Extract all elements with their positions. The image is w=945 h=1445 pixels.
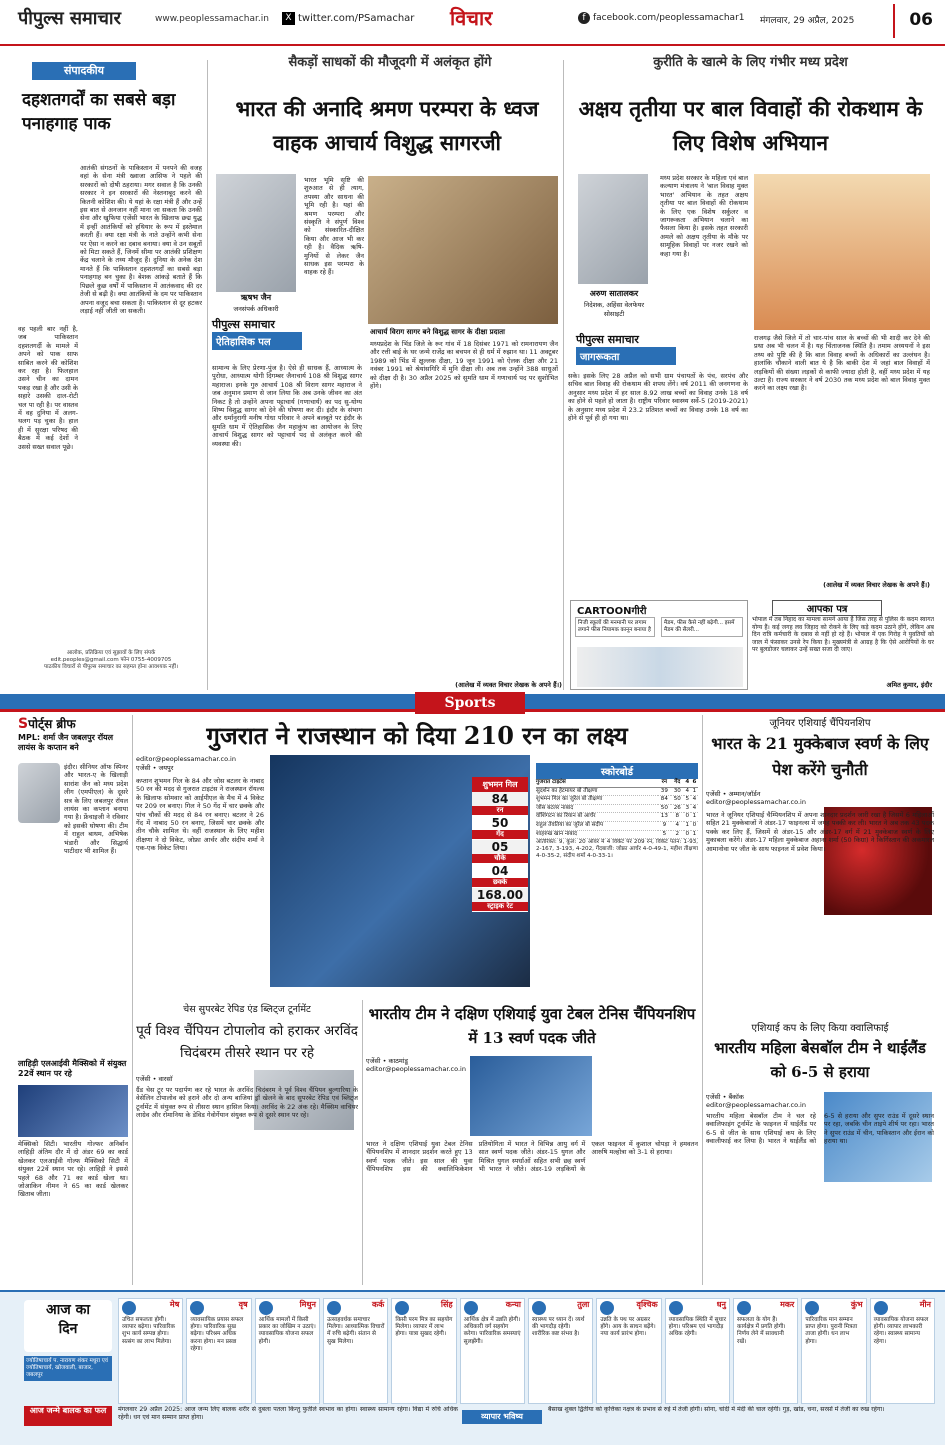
scorecard-row	[536, 804, 698, 813]
article1-body-main: सामान्य के लिए प्रेरणा-पुंज है। ऐसे ही साधक हैं, आध्यात्म के पुरोधा, आध्यात्म योगी दिगम्बर जैनाचार्य 108 श्री विशुद्ध सागर महाराज। इनके गुरु आचार्य 108 श्री विराग सागर महाराज ने जब अनुमान प्रमाण से जान लिया कि अब उनके जीवन का अंत निकट है तो उन्होंने अपना पट्टाचार्य (गणाचार्य) का पद सु-योग्य शिष्य विशुद्ध सागर को देने की घोषणा कर दी। इंदौर के संभाग और धर्मानुरागी मनीष गोधा परिवार ने अपने बलबूते पर इंदौर के सुमति धाम में ऐतिहासिक जैन महाकुंभ का आयोजन के लिए आचार्य विशुद्ध सागर को पट्टाचार्य पद से अलंकृत करने की व्यवस्था की।	[212, 364, 362, 448]
astrologer-credit: ज्योतिषाचार्य प. नारायण शंकर मधुरा एवं ज्योतिषाचार्य, खोजवाली, बाजार, जबलपुर	[24, 1356, 112, 1381]
tt-email[interactable]: editor@peoplessamachar.co.in	[366, 1065, 466, 1073]
editorial-sidebar: वह पहली बार नहीं है, जब पाकिस्तान दहशतगर्दी के मामले में अपने को पाक साफ साबित करने की कोशिश कर रहा है। फिलहाल उसने चीन का दामन पकड़ रखा है और उसी के सहारे उसकी दाल-रोटी चल पा रही है। पर वास्तव में वह दुनिया में अलग-थलग पड़ चुका है। हाल ही में सुरक्षा परिषद की बैठक में कई देशों ने उससे सख्त सवाल पूछे।	[18, 325, 78, 451]
scorecard-col-header: 4	[684, 779, 691, 787]
chess-article	[136, 1000, 358, 1285]
scorecard-cell: 5	[658, 830, 671, 839]
author-name: ऋषभ जैन	[240, 293, 272, 302]
chess-headline: पूर्व विश्व चैंपियन टोपालोव को हराकर अरविंद चिदंबरम तीसरे स्थान पर रहे	[136, 1023, 358, 1061]
cricket-article	[136, 715, 698, 995]
stat-label: रन	[472, 806, 528, 815]
baseball-kicker: एशियाई कप के लिए किया क्वालिफाई	[751, 1023, 889, 1034]
horoscope-title-2: दिन	[58, 1321, 78, 1337]
stat-value: 168.00	[476, 888, 524, 902]
zodiac-sign-card	[596, 1298, 661, 1404]
scorecard-cell: शाहरुख खान नाबाद	[536, 830, 658, 839]
cricket-dateline	[136, 755, 264, 772]
scorecard-cell: 26	[671, 804, 684, 813]
column-divider-4	[702, 715, 703, 1285]
scorecard-body	[536, 787, 698, 839]
article-shraman	[212, 52, 560, 692]
facebook-link[interactable]: facebook.com/peoplessamachar1	[593, 13, 745, 23]
zodiac-symbol-icon	[532, 1301, 546, 1315]
zodiac-sign-name: वृश्चिक	[636, 1300, 658, 1309]
zodiac-sign-card	[323, 1298, 388, 1404]
letters-title: आपका पत्र	[772, 600, 882, 616]
zodiac-symbol-icon	[122, 1301, 136, 1315]
boxing-headline: भारत के 21 मुक्केबाज स्वर्ण के लिए पेश करेंगे चुनौती	[711, 734, 929, 779]
baseball-body: भारतीय महिला बेसबॉल टीम ने चल रहे क्वालिफाइंग टूर्नामेंट के फाइनल में थाईलैंड पर 6-5 से जीत के साथ एशियाई कप के लिए क्वालीफाई कर लिया है। भारत ने थाईलैंड को 6-5 से हराया और सुपर राउंड में दूसरे स्थान पर रहा, जबकि चीन ताइपे शीर्ष पर रहा। भारत ने सुपर राउंड में चीन, पाकिस्तान और ईरान को हराया था।	[706, 1112, 934, 1146]
stat-item	[472, 888, 528, 912]
zodiac-sign-name: मेष	[169, 1300, 180, 1309]
scorecard-col-header: 6	[691, 779, 698, 787]
author-photo	[578, 174, 648, 284]
horoscope-title	[24, 1300, 112, 1352]
scorecard-cell: 4	[671, 821, 684, 830]
article2-body-side: राजगढ़ जैसे जिले में तो चार-पांच साल के बच्चों की भी शादी कर देने की प्रथा अब भी चलन में है। यह चिंताजनक स्थिति है। तमाम अध्ययनों ने इस तथ्य को पुष्टि की है कि बाल विवाह बच्चों के अधिकारों का उल्लंघन है। हालांकि चौकाने वाली बात ये है कि बाकी देश में जहां बाल विवाहों में लड़कियों की संख्या लड़कों से काफी ज्यादा होती है, वहीं मध्य प्रदेश में यह उल्टा है। राज्य सरकार ने वर्ष 2030 तक मध्य प्रदेश को बाल विवाह मुक्त करने का लक्ष्य रखा है।	[754, 334, 930, 393]
section-title: विचार	[450, 6, 493, 30]
zodiac-sign-name: मकर	[780, 1300, 795, 1309]
scorecard-cell: शुभमन गिल का जुरेल बो तीक्षणा	[536, 796, 658, 805]
scorecard-row	[536, 821, 698, 830]
birthday-label: आज जन्मे बालक का फल	[24, 1406, 112, 1426]
boxing-dateline	[706, 789, 816, 806]
section-brand: पीपुल्स समाचार	[576, 333, 639, 346]
scorecard-cell: 0	[684, 813, 691, 822]
boxing-article	[706, 715, 934, 1015]
zodiac-sign-text: व्यावसायिक प्रयास सफल होगा। पारिवारिक सुख बढ़ेगा। परिश्रम अधिक करना होगा। मन प्रसन्न रहेगा।	[190, 1317, 244, 1352]
issue-date: मंगलवार, 29 अप्रैल, 2025	[760, 16, 855, 26]
tt-article	[366, 1000, 698, 1285]
scorecard-cell: 2	[671, 830, 684, 839]
stat-value: 84	[491, 792, 509, 806]
author-role: जनसंपर्क अधिकारी	[233, 305, 279, 313]
zodiac-sign-card	[801, 1298, 866, 1404]
zodiac-sign-name: कर्क	[372, 1300, 385, 1309]
chess-body: ग्रैंड चेस टूर पर पदार्पण कर रहे भारत के अरविंद चिदंबरम ने पूर्व विश्व चैंपियन बुल्गारिया के वेसेलिन टोपालोव को हराने और दो अन्य बाजियां ड्रॉ खेलने के बाद सुपरबेट रेपिड एवं ब्लिट्ज टूर्नामेंट में संयुक्त रूप से तीसरा स्थान हासिल किया। अरविंद के 22 अंक रहे। मैक्सिम वाचियर लाग्रेव और रोमानिया के डेविड गेवोर्गेयान संयुक्त रूप से दूसरे स्थान पर रहे।	[136, 1086, 358, 1120]
brief-headline-1: MPL: शर्मा जैन जबलपुर रॉयल लायंस के कप्तान बने	[18, 733, 114, 752]
editorial-body: आतंकी संगठनों के पाकिस्तान में पनपने की वजह वहां के सेना मंत्री ख्वाजा आसिफ ने पहले की सरकारों को दोषी ठहराया। मगर सवाल है कि उनकी सरकार ने इन सरकारों की नेस्तनाबूद करने की कितनी कोशिश की। ये यहां के रक्षा मंत्री हैं और उन्हें इस बात से अनजान नहीं माना जा सकता कि उनकी सेना और खुफिया एजेंसी भारत के खिलाफ छद्म युद्ध में इन्हीं आतंकियों को हथियार के रूप में इस्तेमाल करती हैं। क्या रक्षा मंत्री के नाते उन्होंने कभी सेना पर ऐसा न करने का दबाव बनाया। क्या वे उन सबूतों को मिटा सकते हैं, जिनमें सीमा पर आतंकी प्रशिक्षण केंद्र चलाने के तथ्य मौजूद हैं। दुनिया के अनेक देश मानते हैं कि पाकिस्तान दहशतगर्दों का सबसे बड़ा पनाहगाह बन चुका है। बेशक आंकड़े बताते हैं कि पिछले कुछ वर्षों में पाकिस्तान में आतंकवाद की दर तेजी से बढ़ी है। क्या आतंकियों के दम पर पाकिस्तान अपना वजूद बचा सकता है। पाकिस्तान से दूर हटकर लड़ाई नहीं जीती जा सकती।	[80, 164, 202, 315]
zodiac-sign-text: व्यावसायिक स्थिति में सुधार होगा। परिश्रम एवं भागदौड़ अधिक रहेगी।	[668, 1317, 726, 1338]
cricket-place: एजेंसी • जयपुर	[136, 764, 174, 772]
author-role: निदेशक, अहिंसा वेलफेयर सोसाइटी	[584, 301, 644, 318]
scorecard-cell: सुदर्शन का हेटमायर बो तीक्षणा	[536, 787, 658, 796]
article1-footnote: (आलेख में व्यक्त विचार लेखक के अपने हैं।)	[455, 681, 562, 689]
column-divider-3	[132, 715, 133, 1285]
zodiac-symbol-icon	[327, 1301, 341, 1315]
stat-item	[472, 792, 528, 816]
article2-body-intro: मध्य प्रदेश सरकार के महिला एवं बाल कल्याण मंत्रालय ने 'बाल विवाह मुक्त भारत' अभियान के तहत अक्षय तृतीया पर बाल विवाहों की रोकथाम के लिए एक विशेष सर्कुलर व जागरूकता अभियान चलाने का फैसला किया है। इसके तहत सरकारी अमले को अक्षय तृतीया के मौके पर सामूहिक विवाहों पर नजर रखने को कहा गया है।	[660, 174, 748, 258]
scorecard-cell: 0	[684, 830, 691, 839]
scorecard-cell: 4	[691, 796, 698, 805]
cartoon-caption-left: निजी स्कूलों की मनमानी पर लगाम लगाने फीस नियामक कानून बनाया है	[575, 617, 655, 637]
feedback-email[interactable]: edit.peoples@gmail.com फोन 0755-4009705	[50, 657, 172, 663]
tt-body: भारत ने दक्षिण एशियाई युवा टेबल टेनिस चैंपियनशिप में शानदार प्रदर्शन करते हुए 13 स्वर्ण पदक जीते। इस साल की युवा चैंपियनशिप इस की क्वालिफिकेशन प्रतियोगिता में भारत ने विभिन्न आयु वर्ग में सात स्वर्ण पदक जीते। अंडर-15 युगल और मिश्रित युगल स्पर्धाओं सहित सभी छह स्वर्ण भी भारत ने जीते। अंडर-19 लड़कियों के एकल फाइनल में कुशाल चोपड़ा ने हमवतन आरुषि मल्होत्रा को 3-1 से हराया।	[366, 1140, 698, 1174]
section-tag: जागरूकता	[576, 347, 676, 365]
scorecard-cell: जोस बटलर नाबाद	[536, 804, 658, 813]
birthday-text: मंगलवार 29 अप्रैल 2025: आज जन्म लिए बालक शरीर से दुबला पतला किन्तु फुर्तीले स्वभाव का होगा। स्वास्थ्य सामान्य रहेगा। विद्या में रुचि अधिक रहेगी। धन एवं मान सम्मान प्राप्त होगा।	[118, 1406, 458, 1421]
scorecard-cell: 50	[671, 796, 684, 805]
zodiac-sign-text: आर्थिक मामलों में किसी प्रकार का जोखिम न उठाएं। व्यावसायिक योजना सफल होगी।	[258, 1317, 316, 1345]
page-number: 06	[893, 4, 933, 38]
scorecard-cell: 1	[691, 813, 698, 822]
disclaimer: पाठकीय विचारों से पीपुल्स समाचार का सहमत होना आवश्यक नहीं।	[43, 664, 179, 670]
sports-banner	[0, 694, 945, 712]
stat-item	[472, 840, 528, 864]
zodiac-sign-text: स्वास्थ्य पर ध्यान दें। व्यर्थ की भागदौड़ रहेगी। शारीरिक कष्ट संभव है।	[532, 1317, 585, 1338]
editorial-headline: दहशतगर्दों का सबसे बड़ा पनाहगाह पाक	[22, 90, 176, 134]
cricket-body: कप्तान शुभमन गिल के 84 और जोस बटलर के नाबाद 50 रन की मदद से गुजरात टाइटंस ने राजस्थान रॉयल्स के खिलाफ सोमवार को आईपीएल के मैच में 4 विकेट पर 209 रन बनाए। गिल ने 50 गेंद में चार छक्के और पांच चौकों की मदद से 84 रन बनाए। बटलर ने 26 गेंद में नाबाद 50 रन बनाए, जिसमें चार छक्के और तीन चौके शामिल थे। वहीं राजस्थान के लिए महीश तीक्षणा ने दो विकेट, जोफ्रा आर्चर और संदीप शर्मा ने एक-एक विकेट लिया।	[136, 777, 264, 853]
scorecard-cell: 30	[671, 787, 684, 796]
zodiac-symbol-icon	[874, 1301, 888, 1315]
zodiac-symbol-icon	[737, 1301, 751, 1315]
zodiac-sign-text: उत्साहवर्धक समाचार मिलेगा। आध्यात्मिक विचारों में रुचि बढ़ेगी। संतान से सुख मिलेगा।	[327, 1317, 385, 1345]
cartoon-caption-right: मैडम, फीस कैसे नहीं बढ़ेगी... इसमें मैडम की सैलरी...	[661, 617, 743, 637]
article1-body-bio: मध्यप्रदेश के भिंड जिले के रूर गांव में 18 दिसंबर 1971 को रामनारायण जैन और रत्ती बाई के घर जन्मे राजेंद्र का बचपन से ही धर्म में रुझान था। 11 अक्टूबर 1989 को भिंड में क्षुल्लक दीक्षा, 19 जून 1991 को ऐलक दीक्षा और 21 नवंबर 1991 को श्रेयांसगिरि में मुनि दीक्षा ली। अब तक उन्होंने 388 साधुओं को दीक्षा दी है। 30 अप्रैल 2025 को सुमति धाम में गणाचार्य पद पर सुशोभित होंगे।	[370, 340, 558, 391]
boxing-place: एजेंसी • अम्मान/जॉर्डन	[706, 790, 761, 798]
sports-label: Sports	[415, 692, 525, 714]
website-link[interactable]: www.peoplessamachar.in	[155, 14, 269, 24]
business-label: व्यापार भविष्य	[462, 1410, 542, 1424]
scorecard-cell: 39	[658, 787, 671, 796]
stat-value: 50	[491, 816, 509, 830]
zodiac-sign-text: सफलता के योग हैं। कार्यक्षेत्र में प्रगति होगी। निर्णय लेने में सावधानी रखें।	[737, 1317, 786, 1345]
cricket-email[interactable]: editor@peoplessamachar.co.in	[136, 755, 236, 763]
stat-label: छक्के	[472, 878, 528, 887]
article2-footnote: (आलेख में व्यक्त विचार लेखक के अपने हैं।)	[823, 581, 930, 589]
boxing-body: भारत ने जूनियर एशियाई चैम्पियनशिप में अपना शानदार प्रदर्शन जारी रखा है जिसमें 6 महिलाओं सहित 21 मुक्केबाजों ने अंडर-17 फाइनल्स में जगह पक्की कर ली। भारत ने अब तक 43 पदक पक्के कर लिए हैं, जिसमें से अंडर-15 और अंडर-17 वर्ग में 21 मुक्केबाज स्वर्ण के लिए मुकाबला करेंगे। अंडर-17 महिला मुक्केबाज अहाना शर्मा (50 किग्रा) ने किर्गिस्तान की अकमारल आमानोवा पर जीत के साथ फाइनल में प्रवेश किया।	[706, 811, 934, 853]
zodiac-sign-text: पारिवारिक मान सम्मान प्राप्त होगा। पुरानी मित्रता ताजा होगी। धन लाभ होगा।	[805, 1317, 858, 1345]
letters-box	[752, 600, 934, 690]
facebook-icon: f	[578, 12, 590, 24]
scorecard-col-header: गेंद	[671, 779, 684, 787]
zodiac-sign-name: वृष	[238, 1300, 248, 1309]
baseball-headline: भारतीय महिला बेसबॉल टीम ने थाईलैंड को 6-5 से हराया	[714, 1039, 926, 1081]
zodiac-sign-text: आर्थिक क्षेत्र में उन्नति होगी। अधिकारी वर्ग सहयोग करेगा। पारिवारिक समस्याएं सुलझेंगी।	[463, 1317, 521, 1345]
article-child-marriage	[568, 52, 933, 600]
masthead	[0, 0, 945, 46]
brand-logo: पीपुल्स समाचार	[18, 8, 121, 29]
scorecard-cell: 1	[684, 821, 691, 830]
editorial-tag: संपादकीय	[32, 62, 136, 80]
scorecard-row	[536, 813, 698, 822]
editorial-column	[18, 60, 204, 688]
stat-item	[472, 864, 528, 888]
stat-list	[472, 792, 528, 912]
zodiac-symbol-icon	[464, 1301, 478, 1315]
zodiac-sign-card	[528, 1298, 593, 1404]
cartoon-title: CARTOONगीरी	[577, 606, 647, 617]
baseball-article	[706, 1020, 934, 1285]
cricket-headline: गुजरात ने राजस्थान को दिया 210 रन का लक्ष्य	[206, 721, 628, 750]
zodiac-sign-name: सिंह	[440, 1300, 453, 1309]
stat-label: गेंद	[472, 830, 528, 839]
zodiac-sign-name: कुंभ	[850, 1300, 863, 1309]
zodiac-sign-card	[733, 1298, 798, 1404]
scorecard-row	[536, 787, 698, 796]
zodiac-sign-name: धनु	[716, 1300, 726, 1309]
zodiac-sign-card	[391, 1298, 456, 1404]
boxing-kicker: जूनियर एशियाई चैंपियनशिप	[769, 718, 871, 729]
scorecard-cell: वॉशिंगटन का रियान बो आर्चर	[536, 813, 658, 822]
editorial-footer	[18, 650, 204, 671]
scorecard-row	[536, 796, 698, 805]
scorecard-cell: 13	[658, 813, 671, 822]
baseball-dateline	[706, 1092, 816, 1109]
baseball-place: एजेंसी • बैंकॉक	[706, 1093, 744, 1101]
scorecard-cell: 5	[684, 796, 691, 805]
column-divider	[207, 60, 208, 690]
scorecard-col-header: रन	[658, 779, 671, 787]
scorecard-title: स्कोरबोर्ड	[536, 763, 698, 779]
brief-s-icon: S	[18, 716, 29, 732]
scorecard-cell: 4	[691, 804, 698, 813]
brief-headline-2b: लाहिड़ी एलआईवी मैक्सिको में संयुक्त 22वें स्थान पर रहे	[18, 1059, 127, 1078]
scorecard-col-header: गुजरात टाइटंस	[536, 779, 658, 787]
scorecard	[536, 763, 698, 919]
zodiac-sign-text: व्यावसायिक योजना सफल होगी। व्यापार लाभकारी रहेगा। स्वास्थ्य सामान्य रहेगा।	[873, 1317, 929, 1345]
business-text: बैसाख शुक्ल द्वितीया को कृत्तिका नक्षत्र के प्रभाव से रुई में तेजी होगी। सोना, चांदी में मंदी की चाल रहेगी। गुड़, खांड, चना, सरसों में तेजी का रुख रहेगा।	[548, 1406, 885, 1413]
zodiac-signs	[118, 1298, 938, 1406]
scorecard-cell: 84	[658, 796, 671, 805]
zodiac-sign-text: उचित सफलता होगी। व्यापार बढ़ेगा। पारिवारिक शुभ कार्य सम्पन्न होगा। सत्संग का लाभ मिलेगा।	[122, 1317, 175, 1345]
scorecard-row	[536, 830, 698, 839]
stat-value: 05	[491, 840, 509, 854]
zodiac-sign-name: मीन	[919, 1300, 931, 1309]
scorecard-cell: 50	[658, 804, 671, 813]
player-photo	[18, 763, 60, 823]
twitter-icon: X	[282, 12, 295, 25]
horoscope-strip	[0, 1290, 945, 1445]
author-photo	[216, 174, 296, 292]
brief-body-2: मेक्सिको सिटी। भारतीय गोल्फर अनिर्बान लाहिड़ी अंतिम दौर में दो अंडर 69 का कार्ड खेलकर एलआईवी गोल्फ मैक्सिको सिटी में संयुक्त 22वें स्थान पर रहे। लाहिड़ी ने इससे पहले 68 और 71 का कार्ड खेला था। जोआकिन नीमन ने 65 का कार्ड खेलकर खिताब जीता।	[18, 1140, 128, 1199]
zodiac-sign-card	[186, 1298, 251, 1404]
zodiac-sign-name: तुला	[577, 1300, 590, 1309]
tt-place: एजेंसी • काठमांडू	[366, 1057, 408, 1065]
tt-headline: भारतीय टीम ने दक्षिण एशियाई युवा टेबल टेनिस चैंपियनशिप में 13 स्वर्ण पदक जीते	[368, 1005, 696, 1047]
horoscope-title-1: आज का	[46, 1302, 90, 1318]
article1-kicker: सैकड़ों साधकों की मौजूदगी में अलंकृत होंगे	[288, 55, 492, 70]
zodiac-symbol-icon	[259, 1301, 273, 1315]
scorecard-cell: 1	[691, 830, 698, 839]
baseball-email[interactable]: editor@peoplessamachar.co.in	[706, 1101, 806, 1109]
golfer-photo	[18, 1085, 128, 1137]
stat-title: शुभमन गिल	[472, 777, 528, 792]
cartoon-drawing	[577, 647, 743, 687]
stat-label: चौके	[472, 854, 528, 863]
scorecard-cell: 1	[691, 787, 698, 796]
section-brand: पीपुल्स समाचार	[212, 318, 275, 331]
feedback-note: आलोक, प्रतिक्रिया एवं सुझावों के लिए संपर्क	[66, 650, 156, 656]
acharya-photo	[368, 176, 558, 324]
photo-caption: आचार्य विराग सागर बने विशुद्ध सागर के दीक्षा प्रदाता	[370, 328, 505, 336]
article1-body-intro: भारत भूमि सृष्टि की शुरुआत से ही त्याग, तपस्या और साधना की भूमि रही है। यहां की श्रमण परम्परा और संस्कृति ने संपूर्ण विश्व को संस्कारित-दीक्षित किया और आज भी कर रही है। वैदिक ऋषि-मुनियों से लेकर जैन साधक इस परम्परा के वाहक रहे हैं।	[304, 176, 364, 277]
article2-kicker: कुरीति के खात्मे के लिए गंभीर मध्य प्रदेश	[653, 55, 848, 70]
column-divider-2	[563, 60, 564, 690]
zodiac-sign-text: किसी परम मित्र का सहयोग मिलेगा। व्यापार में लाभ होगा। यात्रा सुखद रहेगी।	[395, 1317, 453, 1338]
stat-label: स्ट्राइक रेट	[472, 902, 528, 911]
chess-kicker: चेस सुपरबेट रेपिड एंड ब्लिट्ज टूर्नामेंट	[183, 1004, 311, 1015]
stat-item	[472, 816, 528, 840]
zodiac-sign-text: उन्नति के पथ पर अग्रसर होंगे। आय के साधन बढ़ेंगे। नया कार्य प्रारंभ होगा।	[600, 1317, 656, 1338]
author-name: अरुण सातालकर	[589, 289, 639, 298]
zodiac-sign-card	[870, 1298, 935, 1404]
chess-dateline: एजेंसी • वारसॉ	[136, 1075, 173, 1083]
boxing-email[interactable]: editor@peoplessamachar.co.in	[706, 798, 806, 806]
article1-headline: भारत की अनादि श्रमण परम्परा के ध्वज वाहक आचार्य विशुद्ध सागरजी	[235, 96, 539, 155]
zodiac-sign-name: मिथुन	[299, 1300, 316, 1309]
letters-body: भोपाल में तब निहाद का मामला सामने आया है जिस तरह से पुलिस के कदम स्वागत योग्य हैं। कई जगह लव जिहाद को रोकने के लिए कड़े कदम उठाने होंगे, लेकिन अब दिन रात्रि कर्मचारी के दबाव से नहीं हो रहे हैं। भोपाल में एक गिरोह ने युवतियों को जाल में फंसाकर उनसे रेप किया है। मुख्यमंत्री से आग्रह है कि ऐसे आरोपियों के घर पर बुलडोजर चलाकर उन्हें सख्त सजा दी जाए।	[752, 616, 934, 653]
wedding-illustration	[754, 174, 930, 330]
cartoon-box	[570, 600, 748, 690]
zodiac-sign-card	[665, 1298, 730, 1404]
scorecard-extra: अतिरिक्त: 9, कुल: 20 ओवर में 4 विकेट पर 209 रन, विकेट पतन: 1-93, 2-167, 3-193, 4-202, गेंदबाजी: जोफ्रा आर्चर 4-0-49-1, महीश तीक्षणा 4-0-35-2, संदीप शर्मा 4-0-33-1।	[536, 839, 698, 860]
scorecard-cell: राहुल तेवतिया का जुरेल बो संदीप	[536, 821, 658, 830]
scorecard-cell: 9	[658, 821, 671, 830]
article2-headline: अक्षय तृतीया पर बाल विवाहों की रोकथाम के लिए विशेष अभियान	[578, 96, 923, 155]
zodiac-sign-card	[118, 1298, 183, 1404]
section-tag: ऐतिहासिक पल	[212, 332, 302, 350]
column-divider-5	[362, 1000, 363, 1285]
tt-dateline	[366, 1056, 466, 1073]
zodiac-sign-card	[255, 1298, 320, 1404]
scorecard-cell: 3	[684, 804, 691, 813]
scorecard-header-row	[536, 779, 698, 787]
twitter-link[interactable]: twitter.com/PSamachar	[298, 13, 415, 24]
section-box	[212, 317, 302, 357]
letters-sign: अमित कुमार, इंदौर	[886, 681, 932, 689]
scorecard-cell: 8	[671, 813, 684, 822]
scorecard-cell: 4	[684, 787, 691, 796]
zodiac-sign-card	[460, 1298, 525, 1404]
stat-value: 04	[491, 864, 509, 878]
brief-body-1: इंदौर। सीनियर ऑफ स्पिनर और भारत-ए के खिलाड़ी सारांश जैन को मध्य प्रदेश लीग (एमपीएल) के दूसरे सत्र के लिए जबलपुर रॉयल लायंस का कप्तान बनाया गया है। फ्रेंचाइजी ने रविवार को इसकी घोषणा की। टीम में राहुल बाथम, अभिषेक भंडारी और सिद्धार्थ पाटीदार भी शामिल हैं।	[64, 763, 128, 856]
sports-brief	[18, 715, 128, 1078]
zodiac-symbol-icon	[669, 1301, 683, 1315]
zodiac-sign-name: कन्या	[505, 1300, 521, 1309]
article2-body-main: सके। इसके लिए 28 अप्रैल को सभी ग्राम पंचायतों के पंच, सरपंच और सचिव बाल विवाह की रोकथाम की शपथ लेंगे। वर्ष 2011 की जनगणना के अनुसार मध्य प्रदेश में हर साल 8.92 लाख बच्चों का विवाह उनके 18 वर्ष का होने से पहले हो जाता है। राष्ट्रीय परिवार स्वास्थ्य सर्वे-5 (2019-2021) के अनुसार मध्य प्रदेश में 23.2 प्रतिशत बच्चों का विवाह उनके 18 वर्ष का होने से पूर्व ही हो गया था।	[568, 372, 748, 423]
scorecard-table	[536, 779, 698, 839]
scorecard-cell: 0	[691, 821, 698, 830]
gill-stat-box	[472, 777, 528, 912]
brief-title: Sपोर्ट्स ब्रीफ	[18, 716, 76, 732]
